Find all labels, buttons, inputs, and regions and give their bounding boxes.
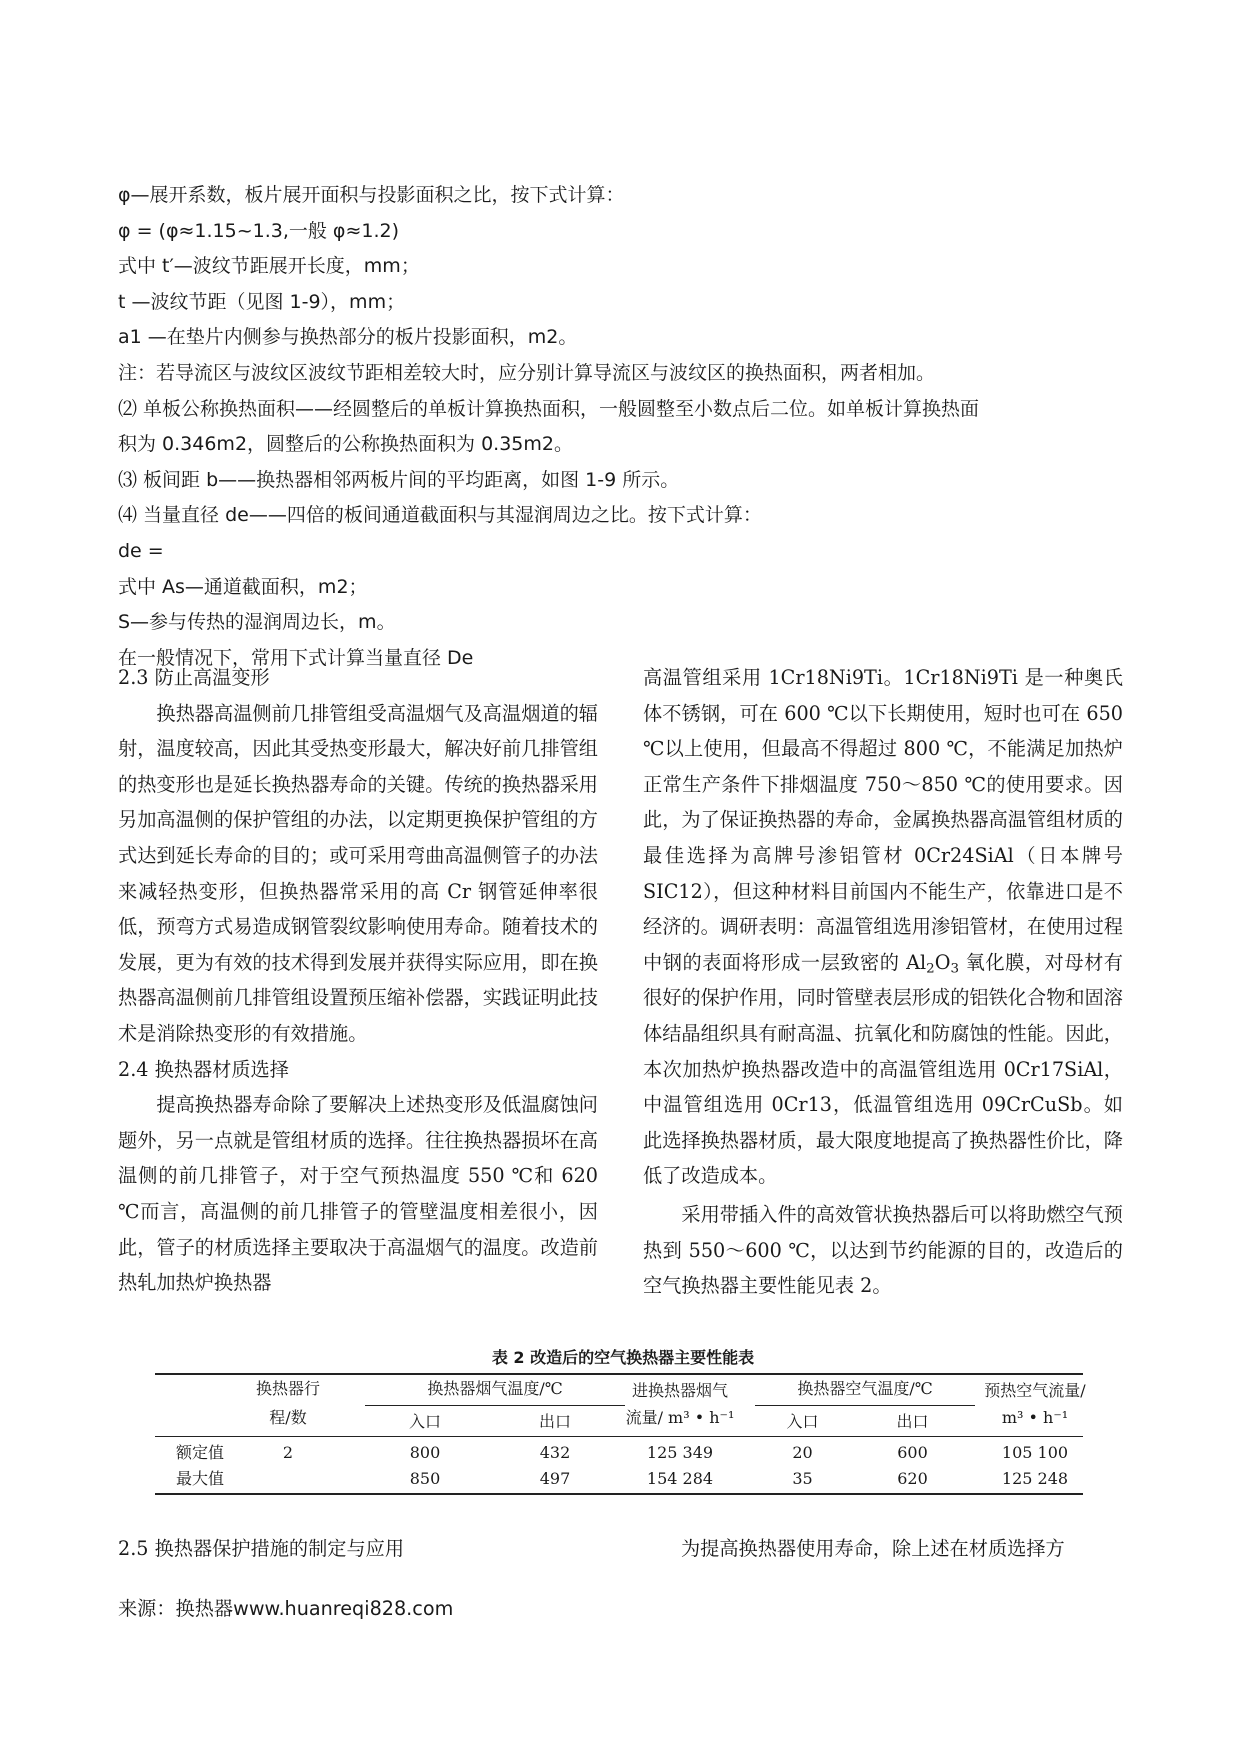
- table-cell: 497: [539, 1469, 571, 1488]
- paragraph-start: 为提高换热器使用寿命，除上述在材质选择方: [681, 1537, 1065, 1560]
- left-column: [118, 660, 598, 1301]
- source-line: [118, 1594, 453, 1621]
- section-heading-2-3: 2.3 防止高温变形: [118, 666, 270, 689]
- header-air-flow: 预热空气流量/: [984, 1381, 1086, 1400]
- header-flue-flow-unit: 流量/ m³ • h⁻¹: [625, 1408, 735, 1427]
- paragraph: 换热器高温侧前几排管组受高温烟气及高温烟道的辐射，温度较高，因此其受热变形最大，解决好前几排管组的热变形也是延长换热器寿命的关键。传统的换热器采用另加高温侧的保护管组的办法，以定期更换保护管组的方式达到延长寿命的目的；或可采用弯曲高温侧管子的办法来减轻热变形，但换热器常采用的高 Cr 钢管延伸率很低，预弯方式易造成钢管裂纹影响使用寿命。随着技术的发展，更为有效的技术得到发展并获得实际应用，即在换热器高温侧前几排管组设置预压缩补偿器，实践证明此技术是消除热变形的有效措施。: [118, 701, 598, 1045]
- header-air-temp: 换热器空气温度/℃: [797, 1379, 933, 1398]
- table-cell: 850: [409, 1469, 441, 1488]
- text-run: 高温管组采用 1Cr18Ni9Ti。1Cr18Ni9Ti 是一种奥氏体不锈钢，可在 600 ℃以下长期使用，短时也可在 650 ℃以上使用，但最高不得超过 800 ℃，不能满足加热炉正常生产条件下排烟温度 750～850 ℃的使用要求。因此，为了保证换热器的寿命，金属换热器高温管组材质的最佳选择为高牌号渗铝管材 0Cr24SiAl（日本牌号 SIC12），但这种材料目前国内不能生产，依靠进口是不经济的。调研表明：高温管组选用渗铝管材，在使用过程中钢的表面将形成一层致密的 Al: [643, 666, 1123, 974]
- header-passes-unit: 程/数: [269, 1408, 307, 1427]
- air-temp-underline: [755, 1405, 975, 1406]
- text-line: 在一般情况下，常用下式计算当量直径 De: [118, 646, 474, 669]
- table-cell: 620: [897, 1469, 928, 1488]
- header-air-out: 出口: [896, 1412, 929, 1431]
- header-flue-in: 入口: [408, 1412, 441, 1431]
- paragraph: [643, 660, 1123, 1194]
- header-flue-out: 出口: [538, 1412, 571, 1431]
- performance-table: [155, 1373, 1086, 1495]
- header-flue-flow: 进换热器烟气: [631, 1381, 728, 1400]
- header-passes: 换热器行: [255, 1379, 320, 1398]
- table-bottom-rule: [155, 1493, 1083, 1495]
- text-line: ⑷ 当量直径 de——四倍的板间通道截面积与其湿润周边之比。按下式计算：: [118, 504, 762, 527]
- text-line: φ—展开系数，板片展开面积与投影面积之比，按下式计算：: [118, 184, 625, 206]
- table-title: 表 2 改造后的空气换热器主要性能表: [491, 1348, 755, 1367]
- text-line: ⑵ 单板公称换热面积——经圆整后的单板计算换热面积，一般圆整至小数点后二位。如单板计算换热面: [118, 397, 980, 420]
- paragraph: 提高换热器寿命除了要解决上述热变形及低温腐蚀问题外，另一点就是管组材质的选择。往往换热器损坏在高温侧的前几排管子，对于空气预热温度 550 ℃和 620 ℃而言，高温侧的前几排管子的管壁温度相差很小，因此，管子的材质选择主要取决于高温烟气的温度。改造前热轧加热炉换热器: [118, 1093, 598, 1295]
- text-line: S—参与传热的湿润周边长，m。: [118, 611, 396, 634]
- flue-temp-underline: [365, 1405, 625, 1406]
- table-cell: 600: [897, 1443, 928, 1462]
- text-line: 注：若导流区与波纹区波纹节距相差较大时，应分别计算导流区与波纹区的换热面积，两者相加。: [118, 361, 936, 384]
- table-cell: 432: [539, 1443, 571, 1462]
- table-cell: 105 100: [1001, 1443, 1069, 1462]
- text-line: a1 —在垫片内侧参与换热部分的板片投影面积，m2。: [118, 326, 578, 349]
- table-header-rule: [155, 1436, 1083, 1437]
- subscript: 2: [926, 961, 935, 977]
- text-line: ⑶ 板间距 b——换热器相邻两板片间的平均距离，如图 1-9 所示。: [118, 468, 680, 491]
- table-cell: 35: [792, 1469, 813, 1488]
- table-cell: 125 248: [1001, 1469, 1069, 1488]
- table-top-rule: [155, 1373, 1083, 1375]
- text-line: de =: [118, 539, 164, 562]
- section-heading-2-5: 2.5 换热器保护措施的制定与应用: [118, 1537, 405, 1560]
- source-label: 来源：换热器: [118, 1597, 234, 1620]
- text-line: t —波纹节距（见图 1-9），mm；: [118, 290, 406, 313]
- table-cell: 800: [409, 1443, 441, 1462]
- row-label: 最大值: [175, 1469, 224, 1488]
- text-line: φ = (φ≈1.15~1.3,一般 φ≈1.2): [118, 219, 400, 242]
- formula-section: [118, 178, 1128, 676]
- text-line: 式中 t′—波纹节距展开长度，mm；: [118, 255, 420, 278]
- text-line: 积为 0.346m2，圆整后的公称换热面积为 0.35m2。: [118, 433, 573, 456]
- table-cell: 154 284: [646, 1469, 714, 1488]
- header-flue-temp: 换热器烟气温度/℃: [427, 1379, 563, 1398]
- text-line: 式中 As—通道截面积，m2；: [118, 575, 368, 598]
- table-cell: 125 349: [646, 1443, 714, 1462]
- row-label: 额定值: [175, 1443, 224, 1462]
- right-column: [643, 660, 1123, 1304]
- header-air-flow-unit: m³ • h⁻¹: [1001, 1408, 1069, 1427]
- section-heading-2-4: 2.4 换热器材质选择: [118, 1057, 289, 1081]
- table-cell: 2: [282, 1443, 294, 1462]
- source-url: www.huanreqi828.com: [233, 1597, 454, 1620]
- text-run: O: [934, 950, 951, 974]
- header-air-in: 入口: [786, 1412, 819, 1431]
- subscript: 3: [950, 961, 960, 977]
- text-run: 氧化膜，对母材有很好的保护作用，同时管壁表层形成的铝铁化合物和固溶体结晶组织具有耐高温、抗氧化和防腐蚀的性能。因此，本次加热炉换热器改造中的高温管组选用 0Cr17SiAl，中温管组选用 0Cr13，低温管组选用 09CrCuSb。如此选择换热器材质，最大限度地提高了换热器性价比，降低了改造成本。: [643, 950, 1123, 1188]
- paragraph: 采用带插入件的高效管状换热器后可以将助燃空气预热到 550～600 ℃，以达到节约能源的目的，改造后的空气换热器主要性能见表 2。: [643, 1202, 1123, 1298]
- table-cell: 20: [792, 1443, 813, 1462]
